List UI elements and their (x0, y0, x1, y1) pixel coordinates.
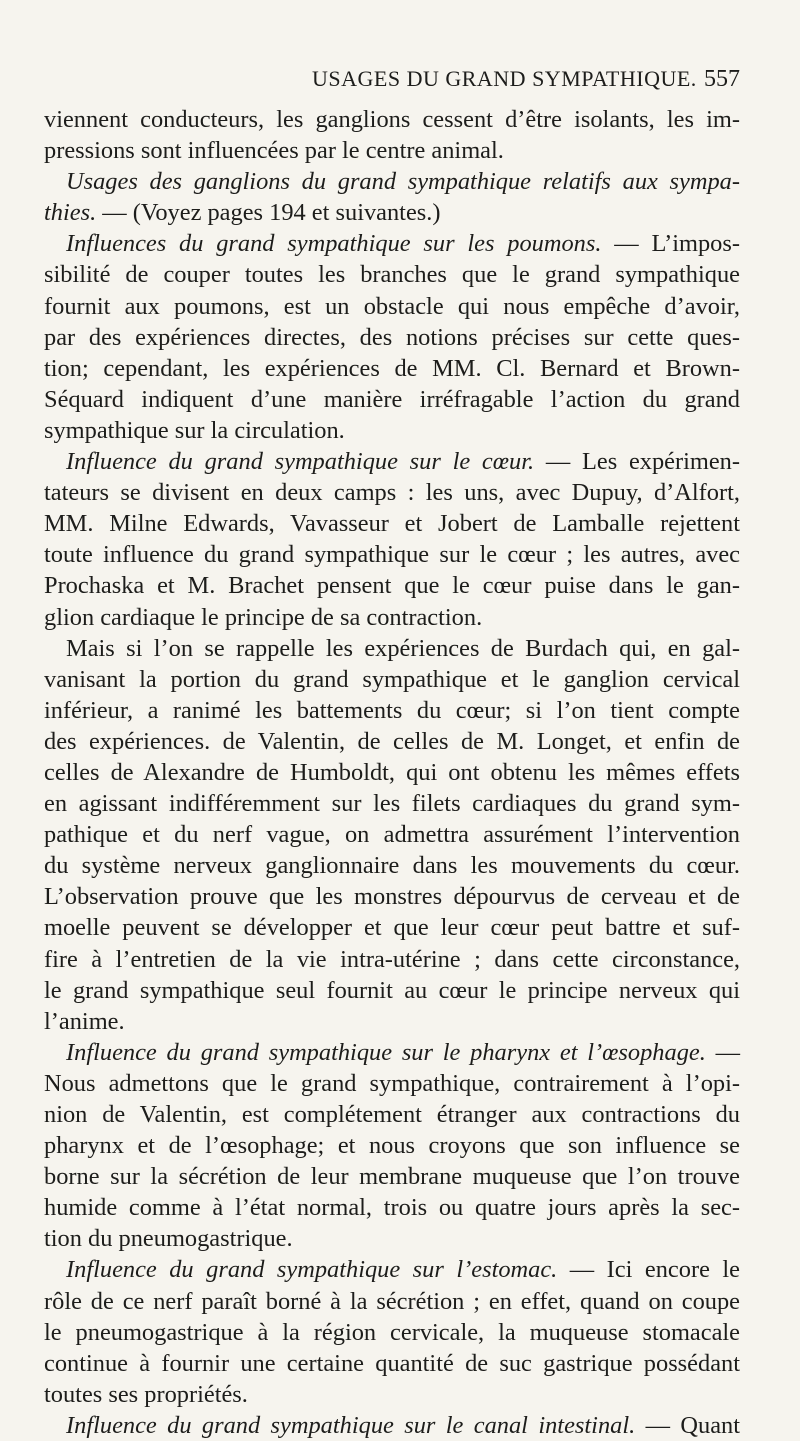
line-text: — Quant (635, 1411, 740, 1439)
text-line (44, 384, 740, 415)
section-rubric: thies. (44, 199, 97, 227)
line-text: viennent conducteurs, les ganglions cessent d’être isolants, les im- (44, 106, 740, 133)
line-text: celles de Alexandre de Humboldt, qui ont obtenu les mêmes effets (44, 758, 740, 786)
section-rubric: Influence du grand sympathique sur le pharynx et l’œsophage. (66, 1038, 706, 1066)
text-line (44, 944, 740, 975)
text-line (44, 197, 740, 228)
line-text: humide comme à l’état normal, trois ou quatre jours après la sec- (44, 1194, 740, 1222)
text-line (44, 166, 740, 197)
text-line (44, 1348, 740, 1379)
text-line (44, 1223, 740, 1254)
text-line (44, 1379, 740, 1410)
text-line (44, 446, 740, 477)
section-rubric: Influence du grand sympathique sur le canal intestinal. (66, 1411, 636, 1439)
text-line (44, 228, 740, 259)
line-text: — Les expérimen- (534, 448, 740, 476)
line-text: Séquard indiquent d’une manière irréfragable l’action du grand (44, 385, 740, 413)
text-line (44, 726, 740, 757)
section-rubric: Influences du grand sympathique sur les poumons. (66, 230, 602, 258)
line-text: tateurs se divisent en deux camps : les uns, avec Dupuy, d’Alfort, (44, 479, 740, 507)
line-text: tion; cependant, les expériences de MM. Cl. Bernard et Brown- (44, 354, 740, 382)
text-line (44, 757, 740, 788)
page-number: 557 (704, 66, 740, 92)
text-line (44, 1192, 740, 1223)
text-line (44, 135, 740, 166)
line-text: des expériences. de Valentin, de celles de M. Longet, et enfin de (44, 727, 740, 755)
text-line (44, 1410, 740, 1441)
text-line (44, 291, 740, 322)
line-text: pathique et du nerf vague, on admettra assurément l’intervention (44, 821, 740, 849)
line-text: par des expériences directes, des notions précises sur cette ques- (44, 323, 740, 351)
text-line (44, 602, 740, 633)
paragraph (44, 228, 740, 446)
line-text: — (Voyez pages 194 et suivantes.) (96, 199, 441, 227)
line-text: en agissant indifféremment sur les filets cardiaques du grand sym- (44, 790, 740, 818)
text-line (44, 633, 740, 664)
line-text: — Ici encore le (557, 1256, 740, 1284)
text-line (44, 104, 740, 135)
line-text: fire à l’entretien de la vie intra-utérine ; dans cette circonstance, (44, 945, 740, 973)
text-line (44, 695, 740, 726)
line-text: moelle peuvent se développer et que leur cœur peut battre et suf- (44, 914, 740, 942)
text-line (44, 1006, 740, 1037)
running-head-title: USAGES DU GRAND SYMPATHIQUE. (312, 66, 697, 91)
text-line (44, 1254, 740, 1285)
text-line (44, 508, 740, 539)
line-text: Nous admettons que le grand sympathique, contrairement à l’opi- (44, 1069, 740, 1097)
line-text: sibilité de couper toutes les branches que le grand sympathique (44, 261, 740, 289)
text-line (44, 1130, 740, 1161)
text-line (44, 570, 740, 601)
line-text: toute influence du grand sympathique sur le cœur ; les autres, avec (44, 541, 740, 569)
text-line (44, 477, 740, 508)
text-line (44, 1099, 740, 1130)
line-text: continue à fournir une certaine quantité de suc gastrique possédant (44, 1349, 740, 1377)
section-rubric: Usages des ganglions du grand sympathique relatifs aux sympa- (66, 168, 740, 196)
text-line (44, 322, 740, 353)
line-text: vanisant la portion du grand sympathique et le ganglion cervical (44, 665, 740, 693)
line-text: du système nerveux ganglionnaire dans les mouvements du cœur. (44, 852, 740, 880)
line-text: — L’impos- (601, 230, 740, 258)
line-text: rôle de ce nerf paraît borné à la sécrétion ; en effet, quand on coupe (44, 1287, 740, 1315)
line-text: toutes ses propriétés. (44, 1380, 248, 1408)
line-text: nion de Valentin, est complétement étranger aux contractions du (44, 1101, 740, 1128)
body-text (44, 104, 740, 1441)
text-line (44, 912, 740, 943)
line-text: glion cardiaque le principe de sa contraction. (44, 603, 483, 631)
paragraph (44, 1410, 740, 1441)
paragraph (44, 633, 740, 1037)
text-line (44, 1161, 740, 1192)
line-text: sympathique sur la circulation. (44, 416, 345, 444)
text-line (44, 415, 740, 446)
text-line (44, 259, 740, 290)
text-line (44, 788, 740, 819)
text-line (44, 1317, 740, 1348)
line-text: Prochaska et M. Brachet pensent que le cœur puise dans le gan- (44, 572, 740, 600)
line-text: l’anime. (44, 1007, 125, 1035)
text-line (44, 353, 740, 384)
text-line (44, 1037, 740, 1068)
paragraph (44, 166, 740, 228)
line-text: — (705, 1038, 740, 1066)
line-text: le grand sympathique seul fournit au cœur le principe nerveux qui (44, 976, 740, 1004)
paragraph (44, 1254, 740, 1409)
line-text: L’observation prouve que les monstres dépourvus de cerveau et de (44, 883, 740, 911)
text-line (44, 819, 740, 850)
line-text: pharynx et de l’œsophage; et nous croyons que son influence se (44, 1132, 740, 1160)
line-text: fournit aux poumons, est un obstacle qui nous empêche d’avoir, (44, 292, 740, 320)
text-line (44, 664, 740, 695)
line-text: le pneumogastrique à la région cervicale, la muqueuse stomacale (44, 1318, 740, 1346)
text-line (44, 1068, 740, 1099)
line-text: tion du pneumogastrique. (44, 1225, 293, 1253)
paragraph (44, 1037, 740, 1255)
text-line (44, 539, 740, 570)
section-rubric: Influence du grand sympathique sur le cœur. (66, 448, 535, 476)
text-line (44, 1286, 740, 1317)
line-text: pressions sont influencées par le centre animal. (44, 137, 504, 165)
section-rubric: Influence du grand sympathique sur l’estomac. (66, 1256, 558, 1284)
line-text: inférieur, a ranimé les battements du cœur; si l’on tient compte (44, 696, 740, 724)
line-text: borne sur la sécrétion de leur membrane muqueuse que l’on trouve (44, 1163, 740, 1191)
line-text: MM. Milne Edwards, Vavasseur et Jobert de Lamballe rejettent (44, 510, 740, 538)
line-text: Mais si l’on se rappelle les expériences de Burdach qui, en gal- (66, 634, 740, 662)
running-header (44, 66, 740, 96)
text-line (44, 881, 740, 912)
paragraph (44, 446, 740, 633)
text-line (44, 975, 740, 1006)
paragraph (44, 104, 740, 166)
text-line (44, 850, 740, 881)
